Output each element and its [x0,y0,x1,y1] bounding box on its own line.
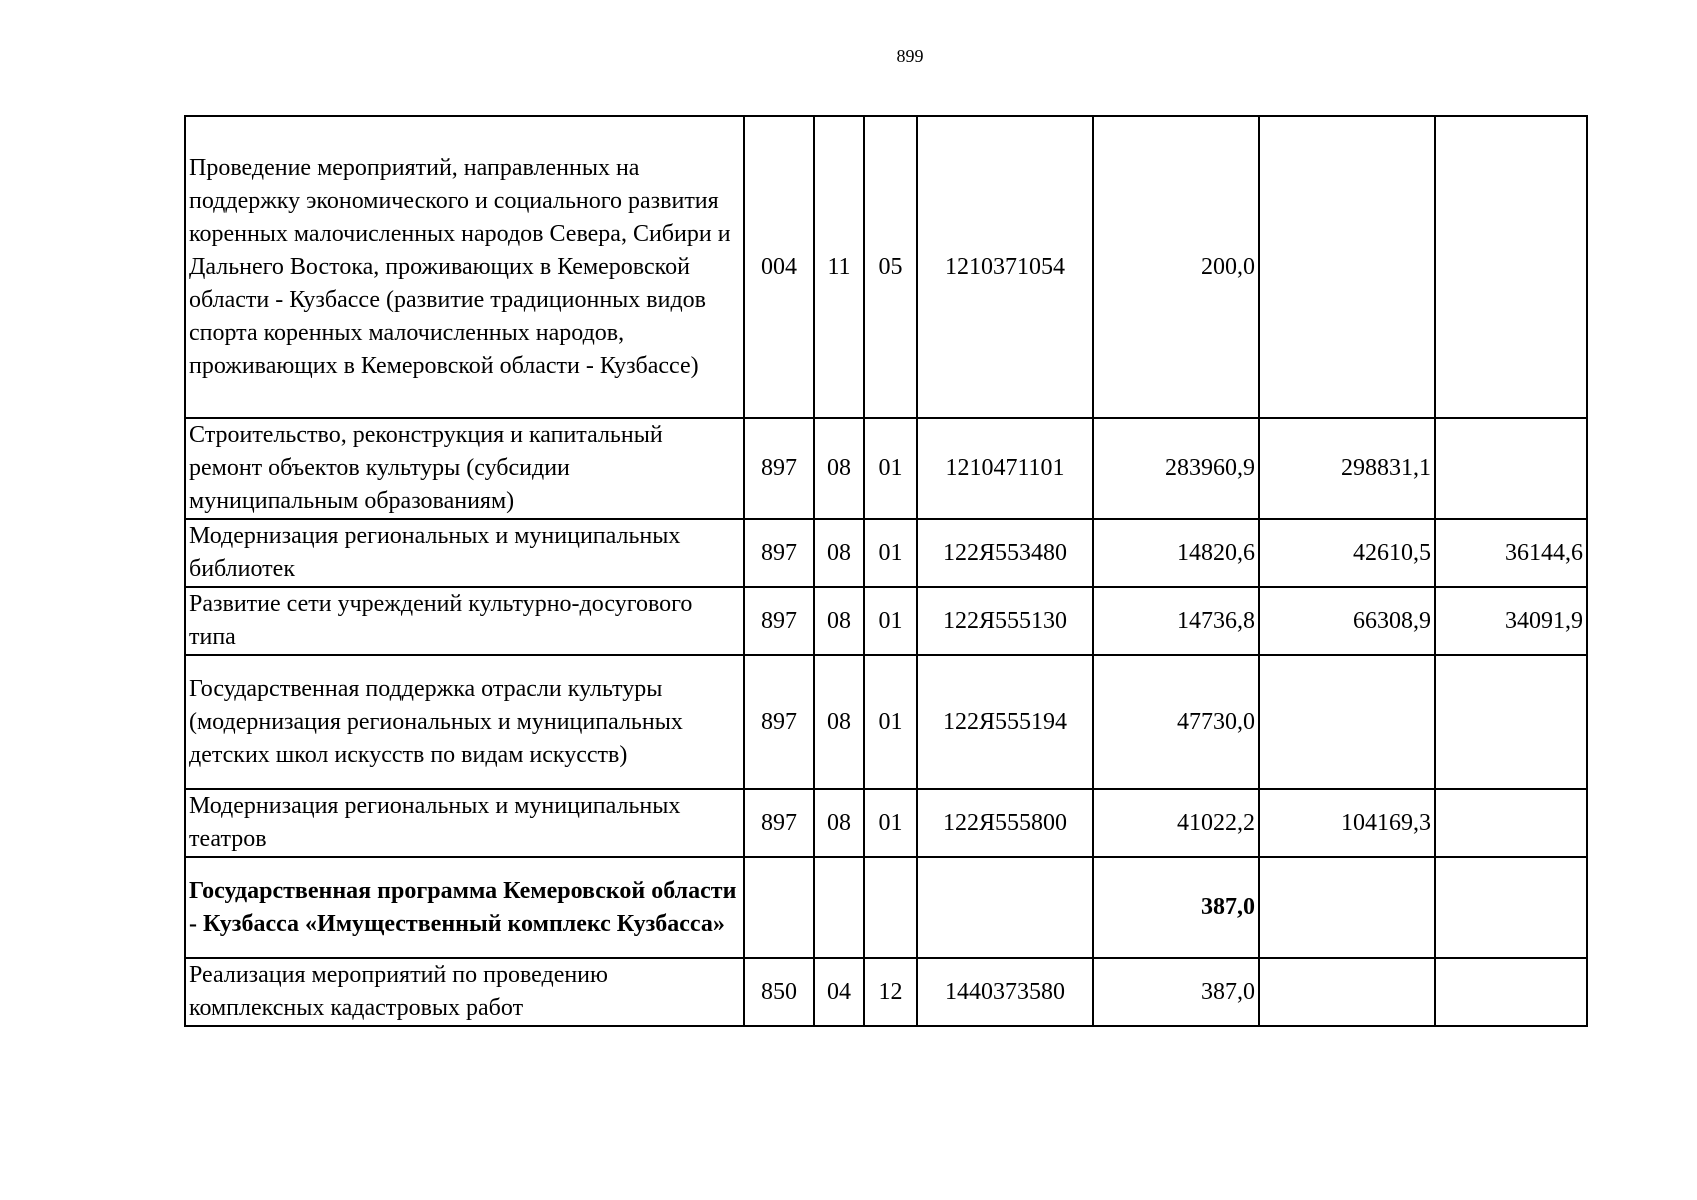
subsection-code: 01 [864,789,917,857]
amount-2: 104169,3 [1259,789,1435,857]
amount-1: 387,0 [1093,958,1259,1026]
target-article-code [917,857,1093,958]
target-article-code: 122Я555800 [917,789,1093,857]
amount-3 [1435,789,1587,857]
amount-2 [1259,958,1435,1026]
dept-code [744,857,814,958]
amount-1: 387,0 [1093,857,1259,958]
amount-3 [1435,655,1587,789]
subsection-code: 01 [864,587,917,655]
amount-3 [1435,418,1587,519]
table-row [185,958,1587,1026]
section-code: 08 [814,418,864,519]
section-code: 08 [814,587,864,655]
subsection-code: 01 [864,655,917,789]
amount-3 [1435,857,1587,958]
dept-code: 004 [744,116,814,418]
target-article-code: 122Я553480 [917,519,1093,587]
subsection-code: 05 [864,116,917,418]
amount-1: 14820,6 [1093,519,1259,587]
row-name: Государственная поддержка отрасли культуры (модернизация региональных и муниципальных детских школ искусств по видам искусств) [185,655,744,789]
target-article-code: 122Я555130 [917,587,1093,655]
table-row [185,587,1587,655]
page-number: 899 [896,46,924,66]
section-code: 04 [814,958,864,1026]
amount-2: 42610,5 [1259,519,1435,587]
amount-2: 66308,9 [1259,587,1435,655]
dept-code: 897 [744,587,814,655]
dept-code: 897 [744,418,814,519]
amount-3 [1435,958,1587,1026]
row-name: Проведение мероприятий, направленных на поддержку экономического и социального развития коренных малочисленных народов Севера, Сибири и Дальнего Востока, проживающих в Кемеровской области - Кузбассе (развитие традиционных видов спорта коренных малочисленных народов, проживающих в Кемеровской области - Кузбассе) [185,116,744,418]
subsection-code: 12 [864,958,917,1026]
section-code: 08 [814,519,864,587]
amount-1: 283960,9 [1093,418,1259,519]
section-code: 08 [814,789,864,857]
amount-3: 34091,9 [1435,587,1587,655]
section-code: 11 [814,116,864,418]
subsection-code [864,857,917,958]
section-code [814,857,864,958]
row-name: Развитие сети учреждений культурно-досугового типа [185,587,744,655]
dept-code: 850 [744,958,814,1026]
table-row [185,655,1587,789]
amount-1: 41022,2 [1093,789,1259,857]
amount-1: 200,0 [1093,116,1259,418]
target-article-code: 122Я555194 [917,655,1093,789]
amount-2 [1259,116,1435,418]
amount-3: 36144,6 [1435,519,1587,587]
dept-code: 897 [744,519,814,587]
budget-table [184,115,1588,1027]
table-row [185,519,1587,587]
target-article-code: 1440373580 [917,958,1093,1026]
row-name: Реализация мероприятий по проведению комплексных кадастровых работ [185,958,744,1026]
table-row [185,116,1587,418]
subsection-code: 01 [864,519,917,587]
table-row [185,857,1587,958]
row-name: Модернизация региональных и муниципальных библиотек [185,519,744,587]
amount-2 [1259,655,1435,789]
amount-3 [1435,116,1587,418]
target-article-code: 1210471101 [917,418,1093,519]
amount-2 [1259,857,1435,958]
row-name: Государственная программа Кемеровской области - Кузбасса «Имущественный комплекс Кузбасса» [185,857,744,958]
dept-code: 897 [744,789,814,857]
row-name: Строительство, реконструкция и капитальный ремонт объектов культуры (субсидии муниципальным образованиям) [185,418,744,519]
amount-1: 14736,8 [1093,587,1259,655]
table-row [185,789,1587,857]
dept-code: 897 [744,655,814,789]
target-article-code: 1210371054 [917,116,1093,418]
amount-2: 298831,1 [1259,418,1435,519]
section-code: 08 [814,655,864,789]
subsection-code: 01 [864,418,917,519]
amount-1: 47730,0 [1093,655,1259,789]
table-row [185,418,1587,519]
row-name: Модернизация региональных и муниципальных театров [185,789,744,857]
